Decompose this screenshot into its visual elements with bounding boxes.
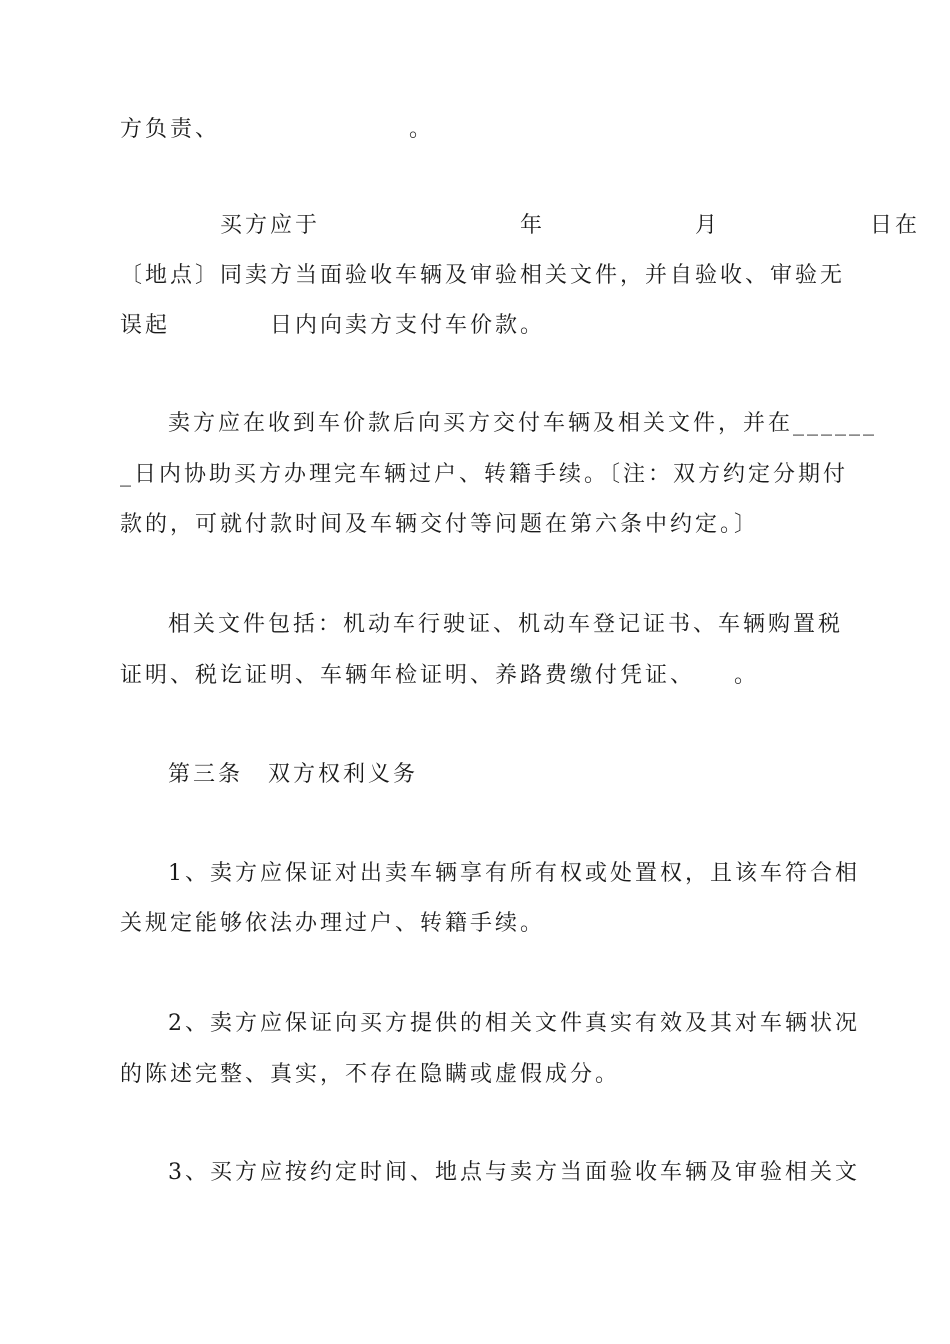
text-line: 卖方应在收到车价款后向买方交付车辆及相关文件，并在______ bbox=[168, 411, 878, 436]
text-line: 误起 日内向卖方支付车价款。 bbox=[120, 313, 546, 338]
text-line: 证明、税讫证明、车辆年检证明、养路费缴付凭证、 。 bbox=[120, 663, 760, 688]
text-line: _日内协助买方办理完车辆过户、转籍手续。〔注：双方约定分期付 bbox=[120, 462, 849, 487]
text-line: 买方应于 年 月 日在 bbox=[220, 213, 921, 238]
text-line: 的陈述完整、真实，不存在隐瞒或虚假成分。 bbox=[120, 1062, 621, 1087]
section-heading: 第三条 双方权利义务 bbox=[168, 762, 419, 787]
text-line: 〔地点〕同卖方当面验收车辆及审验相关文件，并自验收、审验无 bbox=[120, 263, 846, 288]
text-line: 2、卖方应保证向买方提供的相关文件真实有效及其对车辆状况 bbox=[168, 1011, 860, 1036]
text-line: 1、卖方应保证对出卖车辆享有所有权或处置权，且该车符合相 bbox=[168, 861, 860, 886]
text-line: 3、买方应按约定时间、地点与卖方当面验收车辆及审验相关文 bbox=[168, 1160, 860, 1185]
text-line: 方负责、 。 bbox=[120, 117, 435, 142]
text-line: 款的，可就付款时间及车辆交付等问题在第六条中约定。〕 bbox=[120, 512, 760, 537]
text-line: 相关文件包括：机动车行驶证、机动车登记证书、车辆购置税 bbox=[168, 612, 844, 637]
text-line: 关规定能够依法办理过户、转籍手续。 bbox=[120, 911, 546, 936]
